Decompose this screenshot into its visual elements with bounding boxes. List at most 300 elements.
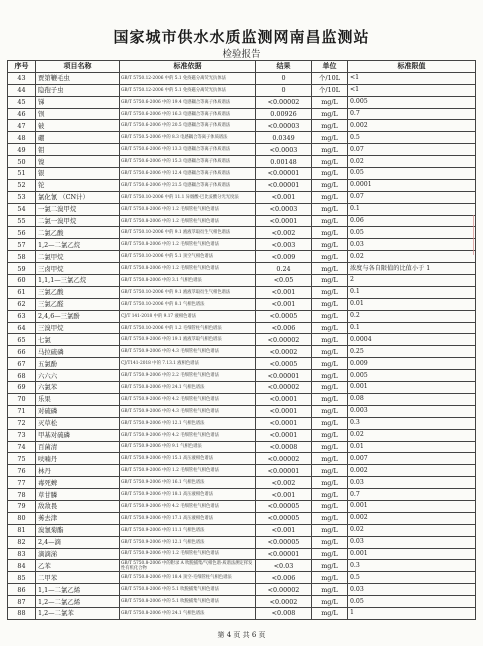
row-number: 48 xyxy=(8,132,36,144)
unit: mg/L xyxy=(312,156,348,168)
item-name: 钼 xyxy=(36,144,120,156)
standard-basis: GB/T 5750.9-2006 中的 1.2 毛细管柱气相色谱法 xyxy=(120,548,256,560)
standard-limit: 0.001 xyxy=(348,382,476,394)
unit: mg/L xyxy=(312,96,348,108)
table-row xyxy=(8,477,476,489)
unit: mg/L xyxy=(312,548,348,560)
standard-basis: GB/T 5750.6-2006 中的 21.5 电感耦合等离子体质谱法 xyxy=(120,179,256,191)
unit: mg/L xyxy=(312,453,348,465)
result-value: <0.006 xyxy=(256,572,312,584)
row-number: 50 xyxy=(8,156,36,168)
row-number: 64 xyxy=(8,322,36,334)
standard-limit: 0.0004 xyxy=(348,334,476,346)
item-name: 2,4,6—三氯酚 xyxy=(36,310,120,322)
standard-basis: GB/T 5750.6-2006 中的 16.3 电感耦合等离子体质谱法 xyxy=(120,108,256,120)
row-number: 61 xyxy=(8,286,36,298)
standard-basis: GB/T 5750.9-2006 中的 11.1 气相色谱法 xyxy=(120,524,256,536)
item-name: 二氯乙酸 xyxy=(36,227,120,239)
item-name: 马拉硫磷 xyxy=(36,346,120,358)
unit: mg/L xyxy=(312,215,348,227)
result-value: <0.0001 xyxy=(256,417,312,429)
row-number: 77 xyxy=(8,477,36,489)
table-row xyxy=(8,144,476,156)
item-name: 甲基对硫磷 xyxy=(36,429,120,441)
table-row xyxy=(8,108,476,120)
standard-limit: 0.002 xyxy=(348,512,476,524)
table-body xyxy=(8,72,476,619)
table-row xyxy=(8,393,476,405)
row-number: 82 xyxy=(8,536,36,548)
item-name: 铍 xyxy=(36,120,120,132)
item-name: 莠去津 xyxy=(36,512,120,524)
item-name: 对硫磷 xyxy=(36,405,120,417)
standard-basis: GB/T 5750.10-2006 中的 9.1 液液萃取衍生气相色谱法 xyxy=(120,286,256,298)
standard-basis: GB/T 5750.12-2006 中的 5.1 免疫磁分离荧光抗体法 xyxy=(120,84,256,96)
result-value: <0.0003 xyxy=(256,144,312,156)
table-row xyxy=(8,429,476,441)
table-row xyxy=(8,120,476,132)
standard-basis: GB/T 5750.8-2006 中的 24.1 气相色谱法 xyxy=(120,607,256,619)
standard-limit: 0.03 xyxy=(348,536,476,548)
unit: mg/L xyxy=(312,286,348,298)
row-number: 68 xyxy=(8,370,36,382)
item-name: 1,1—二氯乙烯 xyxy=(36,584,120,596)
unit: mg/L xyxy=(312,191,348,203)
result-value: 0 xyxy=(256,72,312,84)
result-value: <0.00001 xyxy=(256,370,312,382)
item-name: 银 xyxy=(36,168,120,180)
standard-basis: GB/T 5750.10-2006 中的 8.1 气相色谱法 xyxy=(120,298,256,310)
table-row xyxy=(8,298,476,310)
result-value: <0.006 xyxy=(256,322,312,334)
standard-basis: GB/T 5750.8-2006 中的 1.2 毛细管柱气相色谱法 xyxy=(120,263,256,275)
standard-limit: 0.5 xyxy=(348,572,476,584)
item-name: 二氯甲烷 xyxy=(36,251,120,263)
unit: mg/L xyxy=(312,596,348,608)
standard-basis: GB/T 5750.9-2006 中的 4.2 毛细管柱气相色谱法 xyxy=(120,429,256,441)
standard-limit: 0.3 xyxy=(348,417,476,429)
standard-limit: 0.007 xyxy=(348,453,476,465)
table-row xyxy=(8,310,476,322)
report-subtitle: 检验报告 xyxy=(222,49,261,60)
table-row xyxy=(8,251,476,263)
standard-limit: 0.001 xyxy=(348,548,476,560)
unit: mg/L xyxy=(312,572,348,584)
result-value: <0.001 xyxy=(256,489,312,501)
standard-basis: GB/T 5750.10-2006 中的 9.1 液液萃取衍生气相色谱法 xyxy=(120,227,256,239)
standard-limit: 0.05 xyxy=(348,227,476,239)
standard-basis: GB/T 5750.9-2006 中的 1.2 毛细管柱气相色谱法 xyxy=(120,465,256,477)
table-row xyxy=(8,512,476,524)
standard-limit: 0.005 xyxy=(348,96,476,108)
standard-basis: GB/T 5750.9-2006 中的 4.2 毛细管柱气相色谱法 xyxy=(120,393,256,405)
result-value: <0.001 xyxy=(256,286,312,298)
unit: mg/L xyxy=(312,322,348,334)
result-value: <0.009 xyxy=(256,251,312,263)
item-name: 1,2—二氯乙烯 xyxy=(36,596,120,608)
result-value: 0.00926 xyxy=(256,108,312,120)
standard-limit: 0.0001 xyxy=(348,179,476,191)
result-value: <0.00002 xyxy=(256,584,312,596)
unit: mg/L xyxy=(312,370,348,382)
item-name: 乙苯 xyxy=(36,560,120,572)
result-value: <0.0002 xyxy=(256,346,312,358)
table-row xyxy=(8,334,476,346)
row-number: 66 xyxy=(8,346,36,358)
row-number: 57 xyxy=(8,239,36,251)
item-name: 三氯乙醛 xyxy=(36,298,120,310)
standard-basis: GB/T 5750.8-2006 中的 24.1 气相色谱法 xyxy=(120,382,256,394)
row-number: 70 xyxy=(8,393,36,405)
unit: mg/L xyxy=(312,227,348,239)
table-row xyxy=(8,191,476,203)
col-header-result: 结果 xyxy=(256,61,312,73)
result-value: 0.0349 xyxy=(256,132,312,144)
standard-limit: 0.002 xyxy=(348,465,476,477)
standard-basis: GB/T 5750.6-2006 中的 15.3 电感耦合等离子体质谱法 xyxy=(120,156,256,168)
standard-basis: GB/T 5750.8-2006 中的附录 A 吹脱捕集/气相色谱-质谱法测定挥发性有机化合物 xyxy=(120,560,256,572)
result-value: <0.00005 xyxy=(256,512,312,524)
table-row xyxy=(8,548,476,560)
row-number: 45 xyxy=(8,96,36,108)
table-row xyxy=(8,179,476,191)
unit: 个/10L xyxy=(312,84,348,96)
col-header-unit: 单位 xyxy=(312,61,348,73)
row-number: 83 xyxy=(8,548,36,560)
row-number: 44 xyxy=(8,84,36,96)
standard-basis: GB/T 5750.6-2006 中的 13.3 电感耦合等离子体质谱法 xyxy=(120,144,256,156)
standard-basis: GB/T 5750.9-2006 中的 16.1 气相色谱法 xyxy=(120,477,256,489)
row-number: 88 xyxy=(8,607,36,619)
standard-limit: 0.03 xyxy=(348,477,476,489)
unit: mg/L xyxy=(312,346,348,358)
standard-limit: 0.02 xyxy=(348,156,476,168)
standard-limit: 0.1 xyxy=(348,286,476,298)
item-name: 五氯酚 xyxy=(36,358,120,370)
result-value: <0.00002 xyxy=(256,453,312,465)
unit: mg/L xyxy=(312,120,348,132)
standard-basis: GB/T 5750.9-2006 中的 4.2 毛细管柱气相色谱法 xyxy=(120,500,256,512)
table-row xyxy=(8,370,476,382)
result-value: <0.0002 xyxy=(256,596,312,608)
col-header-limit: 标准限值 xyxy=(348,61,476,73)
item-name: 硼 xyxy=(36,132,120,144)
table-row xyxy=(8,417,476,429)
unit: mg/L xyxy=(312,132,348,144)
item-name: 六氯苯 xyxy=(36,382,120,394)
standard-basis: GB/T 5750.8-2006 中的 5.1 吹脱捕集气相色谱法 xyxy=(120,596,256,608)
row-number: 58 xyxy=(8,251,36,263)
standard-limit: 浓度与各自限值的比值小于 1 xyxy=(348,263,476,275)
result-value: <0.008 xyxy=(256,607,312,619)
item-name: 草甘膦 xyxy=(36,489,120,501)
row-number: 59 xyxy=(8,263,36,275)
standard-limit: 1 xyxy=(348,607,476,619)
standard-limit: 0.003 xyxy=(348,405,476,417)
row-number: 65 xyxy=(8,334,36,346)
standard-limit: 0.03 xyxy=(348,584,476,596)
result-value: <0.003 xyxy=(256,239,312,251)
standard-basis: GB/T 5750.6-2006 中的 20.5 电感耦合等离子体质谱法 xyxy=(120,120,256,132)
row-number: 85 xyxy=(8,572,36,584)
standard-basis: GB/T 5750.10-2006 中的 1.2 毛细管柱气相色谱法 xyxy=(120,322,256,334)
row-number: 62 xyxy=(8,298,36,310)
item-name: 2,4—滴 xyxy=(36,536,120,548)
standard-limit: <1 xyxy=(348,72,476,84)
item-name: 二甲苯 xyxy=(36,572,120,584)
unit: mg/L xyxy=(312,524,348,536)
standard-limit: 0.7 xyxy=(348,108,476,120)
unit: mg/L xyxy=(312,334,348,346)
standard-basis: GB/T 5750.10-2006 中的 5.1 顶空气相色谱法 xyxy=(120,251,256,263)
table-row xyxy=(8,275,476,287)
col-header-no: 序号 xyxy=(8,61,36,73)
unit: mg/L xyxy=(312,263,348,275)
unit: mg/L xyxy=(312,429,348,441)
result-value: 0 xyxy=(256,84,312,96)
standard-basis: GB/T 5750.9-2006 中的 9.1 气相色谱法 xyxy=(120,441,256,453)
item-name: 一氯二溴甲烷 xyxy=(36,203,120,215)
col-header-standard: 标准依据 xyxy=(120,61,256,73)
standard-basis: GB/T 5750.9-2006 中的 4.3 毛细管柱气相色谱法 xyxy=(120,346,256,358)
row-number: 75 xyxy=(8,453,36,465)
row-number: 72 xyxy=(8,417,36,429)
result-value: <0.00001 xyxy=(256,548,312,560)
standard-limit: 0.002 xyxy=(348,120,476,132)
item-name: 毒死蜱 xyxy=(36,477,120,489)
item-name: 1,2—二氯苯 xyxy=(36,607,120,619)
standard-basis: GB/T 5750.9-2006 中的 2.2 毛细管柱气相色谱法 xyxy=(120,370,256,382)
result-value: <0.00003 xyxy=(256,120,312,132)
table-row xyxy=(8,536,476,548)
unit: mg/L xyxy=(312,584,348,596)
table-row xyxy=(8,227,476,239)
standard-basis: GB/T 5750.5-2006 中的 8.3 电感耦合等离子体质谱法 xyxy=(120,132,256,144)
row-number: 51 xyxy=(8,168,36,180)
report-title: 国家城市供水水质监测网南昌监测站 xyxy=(113,28,370,46)
unit: mg/L xyxy=(312,239,348,251)
table-row xyxy=(8,239,476,251)
table-header-row xyxy=(8,61,476,73)
standard-basis: GB/T 5750.9-2006 中的 18.1 高压液相色谱法 xyxy=(120,489,256,501)
unit: mg/L xyxy=(312,382,348,394)
page-number: 第 4 页 共 6 页 xyxy=(217,631,266,639)
standard-basis: GB/T 5750.8-2006 中的 1.2 毛细管柱气相色谱法 xyxy=(120,203,256,215)
table-row xyxy=(8,465,476,477)
unit: mg/L xyxy=(312,168,348,180)
standard-limit: 0.009 xyxy=(348,358,476,370)
row-number: 69 xyxy=(8,382,36,394)
standard-basis: CJ/T 141-2018 中的 9.17 液相色谱法 xyxy=(120,310,256,322)
unit: mg/L xyxy=(312,500,348,512)
unit: mg/L xyxy=(312,417,348,429)
table-row xyxy=(8,489,476,501)
standard-limit: 0.005 xyxy=(348,370,476,382)
standard-basis: GB/T 5750.8-2006 中的 1.2 毛细管柱气相色谱法 xyxy=(120,239,256,251)
table-row xyxy=(8,203,476,215)
item-name: 滴滴涕 xyxy=(36,548,120,560)
row-number: 87 xyxy=(8,596,36,608)
row-number: 73 xyxy=(8,429,36,441)
item-name: 三氯乙酸 xyxy=(36,286,120,298)
item-name: 氯化氰 （CN计） xyxy=(36,191,120,203)
standard-limit: 0.01 xyxy=(348,441,476,453)
unit: mg/L xyxy=(312,465,348,477)
standard-limit: 0.1 xyxy=(348,203,476,215)
standard-limit: 0.1 xyxy=(348,322,476,334)
item-name: 溴氰菊酯 xyxy=(36,524,120,536)
unit: mg/L xyxy=(312,144,348,156)
standard-limit: 0.07 xyxy=(348,191,476,203)
result-value: <0.05 xyxy=(256,275,312,287)
standard-limit: 0.02 xyxy=(348,524,476,536)
standard-limit: 0.08 xyxy=(348,393,476,405)
row-number: 60 xyxy=(8,275,36,287)
standard-limit: 0.25 xyxy=(348,346,476,358)
standard-basis: GB/T 5750.8-2006 中的 1.2 毛细管柱气相色谱法 xyxy=(120,215,256,227)
row-number: 78 xyxy=(8,489,36,501)
col-header-item: 项目名称 xyxy=(36,61,120,73)
row-number: 74 xyxy=(8,441,36,453)
table-row xyxy=(8,441,476,453)
table-row xyxy=(8,560,476,572)
standard-basis: GB/T 5750.8-2006 中的 18.4 顶空-毛细管柱气相色谱法 xyxy=(120,572,256,584)
standard-basis: GB/T 5750.9-2006 中的 12.1 气相色谱法 xyxy=(120,536,256,548)
standard-limit: 0.07 xyxy=(348,144,476,156)
row-number: 47 xyxy=(8,120,36,132)
table-row xyxy=(8,322,476,334)
table-row xyxy=(8,405,476,417)
result-value: <0.00001 xyxy=(256,168,312,180)
result-value: <0.002 xyxy=(256,227,312,239)
standard-basis: GB/T 5750.10-2006 中的 11.1 异烟酸-巴比妥酸分光光度法 xyxy=(120,191,256,203)
row-number: 81 xyxy=(8,524,36,536)
standard-limit: 0.06 xyxy=(348,215,476,227)
item-name: 乐果 xyxy=(36,393,120,405)
row-number: 86 xyxy=(8,584,36,596)
unit: mg/L xyxy=(312,251,348,263)
result-value: 0.24 xyxy=(256,263,312,275)
standard-basis: GB/T 5750.9-2006 中的 12.1 气相色谱法 xyxy=(120,417,256,429)
standard-limit: 0.5 xyxy=(348,132,476,144)
table-row xyxy=(8,346,476,358)
row-number: 56 xyxy=(8,227,36,239)
standard-limit: 0.05 xyxy=(348,596,476,608)
standard-limit: 0.01 xyxy=(348,298,476,310)
result-value: <0.0003 xyxy=(256,203,312,215)
unit: mg/L xyxy=(312,310,348,322)
table-row xyxy=(8,286,476,298)
standard-basis: GB/T 5750.6-2006 中的 19.4 电感耦合等离子体质谱法 xyxy=(120,96,256,108)
unit: mg/L xyxy=(312,275,348,287)
standard-limit: 0.3 xyxy=(348,560,476,572)
row-number: 54 xyxy=(8,203,36,215)
item-name: 七氯 xyxy=(36,334,120,346)
table-row xyxy=(8,358,476,370)
row-number: 76 xyxy=(8,465,36,477)
table-row xyxy=(8,524,476,536)
table-row xyxy=(8,84,476,96)
result-value: <0.0008 xyxy=(256,441,312,453)
table-row xyxy=(8,215,476,227)
row-number: 52 xyxy=(8,179,36,191)
table-row xyxy=(8,572,476,584)
result-value: 0.00148 xyxy=(256,156,312,168)
standard-limit: 0.7 xyxy=(348,489,476,501)
row-number: 80 xyxy=(8,512,36,524)
item-name: 1,1,1—三氯乙烷 xyxy=(36,275,120,287)
result-value: <0.00002 xyxy=(256,382,312,394)
result-value: <0.001 xyxy=(256,298,312,310)
table-row xyxy=(8,132,476,144)
result-value: <0.00002 xyxy=(256,334,312,346)
result-value: <0.00001 xyxy=(256,465,312,477)
unit: mg/L xyxy=(312,298,348,310)
table-row xyxy=(8,382,476,394)
table-row xyxy=(8,584,476,596)
standard-limit: 2 xyxy=(348,275,476,287)
item-name: 锑 xyxy=(36,96,120,108)
row-number: 63 xyxy=(8,310,36,322)
unit: mg/L xyxy=(312,179,348,191)
item-name: 敌敌畏 xyxy=(36,500,120,512)
result-value: <0.00001 xyxy=(256,179,312,191)
standard-basis: GB/T 5750.12-2006 中的 5.1 免疫磁分离荧光抗体法 xyxy=(120,72,256,84)
unit: mg/L xyxy=(312,441,348,453)
result-value: <0.0001 xyxy=(256,393,312,405)
result-value: <0.0001 xyxy=(256,429,312,441)
item-name: 三溴甲烷 xyxy=(36,322,120,334)
standard-limit: 0.02 xyxy=(348,429,476,441)
unit: mg/L xyxy=(312,358,348,370)
unit: mg/L xyxy=(312,203,348,215)
row-number: 84 xyxy=(8,560,36,572)
results-table xyxy=(7,60,476,620)
table-row xyxy=(8,72,476,84)
standard-basis: GB/T 5750.6-2006 中的 12.4 电感耦合等离子体质谱法 xyxy=(120,168,256,180)
item-name: 灭草松 xyxy=(36,417,120,429)
result-value: <0.00005 xyxy=(256,500,312,512)
row-number: 53 xyxy=(8,191,36,203)
result-value: <0.03 xyxy=(256,560,312,572)
item-name: 二氯一溴甲烷 xyxy=(36,215,120,227)
row-number: 46 xyxy=(8,108,36,120)
standard-limit: 0.001 xyxy=(348,500,476,512)
standard-basis: GB/T 5750.9-2006 中的 4.3 毛细管柱气相色谱法 xyxy=(120,405,256,417)
item-name: 隐孢子虫 xyxy=(36,84,120,96)
unit: mg/L xyxy=(312,489,348,501)
table-row xyxy=(8,168,476,180)
result-value: <0.0005 xyxy=(256,310,312,322)
unit: 个/10L xyxy=(312,72,348,84)
result-value: <0.00005 xyxy=(256,536,312,548)
item-name: 钡 xyxy=(36,108,120,120)
item-name: 镍 xyxy=(36,156,120,168)
standard-basis: CJ/T141-2018 中的 7.13.1 液相色谱法 xyxy=(120,358,256,370)
row-number: 49 xyxy=(8,144,36,156)
table-row xyxy=(8,263,476,275)
unit: mg/L xyxy=(312,560,348,572)
standard-limit: 0.03 xyxy=(348,239,476,251)
unit: mg/L xyxy=(312,607,348,619)
row-number: 55 xyxy=(8,215,36,227)
standard-limit: 0.02 xyxy=(348,251,476,263)
table-row xyxy=(8,156,476,168)
result-value: <0.001 xyxy=(256,191,312,203)
row-number: 71 xyxy=(8,405,36,417)
item-name: 贾第鞭毛虫 xyxy=(36,72,120,84)
table-row xyxy=(8,607,476,619)
